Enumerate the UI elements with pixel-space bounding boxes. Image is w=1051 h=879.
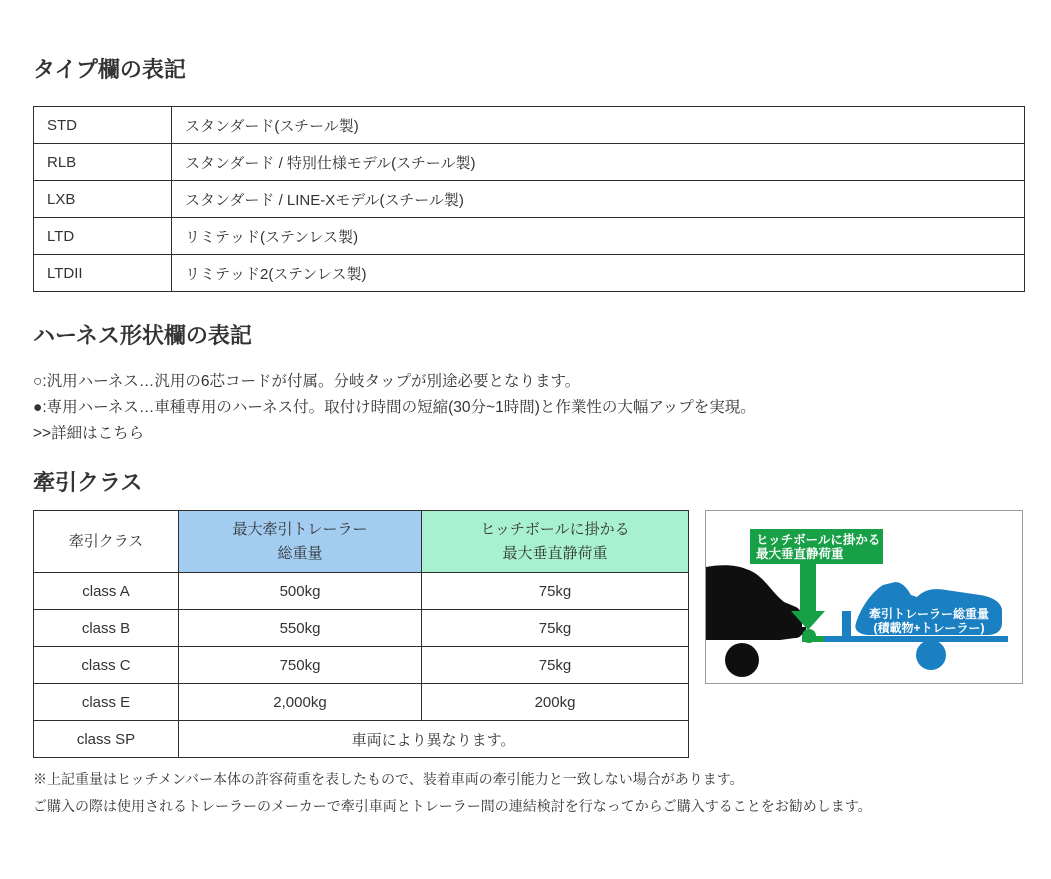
footnote-line: ※上記重量はヒッチメンバー本体の許容荷重を表したもので、装着車両の牽引能力と一致しない場合があります。 (33, 771, 744, 788)
towing-table-row (34, 573, 689, 610)
detail-link[interactable]: >>詳細はこちら (33, 424, 145, 442)
max-load-cell: 75kg (422, 610, 689, 647)
type-table-row (34, 218, 1025, 255)
trailer-mast (842, 611, 851, 638)
type-desc: スタンダード / 特別仕様モデル(スチール製) (172, 144, 1025, 181)
footnotes (33, 766, 1025, 820)
vertical-load-label-line1: ヒッチボールに掛かる (756, 533, 881, 548)
car-wheel (725, 643, 759, 677)
max-weight-cell: 550kg (179, 610, 422, 647)
trailer-frame-bar (824, 636, 1008, 642)
max-load-cell: 75kg (422, 647, 689, 684)
towing-table-header-row (34, 511, 689, 573)
towing-class-cell: class E (34, 684, 179, 721)
type-desc: スタンダード(スチール製) (172, 107, 1025, 144)
type-section-heading: タイプ欄の表記 (33, 57, 186, 82)
header-max-trailer-weight-line1: 最大牽引トレーラー (232, 520, 368, 538)
header-max-vertical-load (422, 511, 689, 573)
down-arrow-shaft (800, 564, 816, 612)
towing-illustration-svg (706, 511, 1022, 683)
hitch-ball-mount (802, 636, 824, 642)
towing-table-row-sp (34, 721, 689, 758)
max-weight-cell: 2,000kg (179, 684, 422, 721)
type-desc: リミテッド(ステンレス製) (172, 218, 1025, 255)
max-weight-cell: 500kg (179, 573, 422, 610)
car-silhouette (706, 565, 802, 640)
harness-section-heading: ハーネス形状欄の表記 (33, 323, 252, 349)
max-load-cell: 200kg (422, 684, 689, 721)
header-towing-class: 牽引クラス (34, 511, 179, 573)
type-code: RLB (34, 144, 172, 181)
header-max-vertical-load-line2: 最大垂直静荷重 (502, 544, 608, 562)
trailer-weight-label-line1: 牽引トレーラー総重量 (868, 607, 990, 622)
towing-table-row (34, 684, 689, 721)
trailer-wheel (916, 640, 946, 670)
harness-dedicated-line: ●:専用ハーネス…車種専用のハーネス付。取付け時間の短縮(30分~1時間)と作業性の大幅アップを実現。 (33, 398, 756, 416)
type-table-row (34, 107, 1025, 144)
max-weight-cell: 750kg (179, 647, 422, 684)
type-table (33, 106, 1025, 292)
towing-section (33, 470, 1025, 820)
towing-class-cell: class C (34, 647, 179, 684)
towing-class-cell: class A (34, 573, 179, 610)
vertical-load-label-line2: 最大垂直静荷重 (756, 547, 844, 562)
harness-section (33, 323, 1025, 446)
towing-class-table (33, 510, 689, 758)
type-table-row (34, 255, 1025, 292)
header-max-trailer-weight-line2: 総重量 (277, 544, 323, 562)
footnote-line: ご購入の際は使用されるトレーラーのメーカーで牽引車両とトレーラー間の連結検討を行なってからご購入することをお勧めします。 (33, 798, 872, 815)
type-table-row (34, 144, 1025, 181)
type-code: LTD (34, 218, 172, 255)
towing-class-cell: class SP (34, 721, 179, 758)
type-code: STD (34, 107, 172, 144)
towing-table-row (34, 647, 689, 684)
towing-class-cell: class B (34, 610, 179, 647)
towing-section-heading: 牽引クラス (33, 469, 143, 495)
towing-illustration (705, 510, 1023, 684)
max-load-cell: 75kg (422, 573, 689, 610)
type-code: LTDII (34, 255, 172, 292)
towing-table-row (34, 610, 689, 647)
trailer-weight-label-line2: (積載物+トレーラー) (873, 621, 985, 636)
header-max-trailer-weight (179, 511, 422, 573)
sp-note-cell: 車両により異なります。 (179, 721, 689, 758)
type-table-row (34, 181, 1025, 218)
type-desc: リミテッド2(ステンレス製) (172, 255, 1025, 292)
header-max-vertical-load-line1: ヒッチボールに掛かる (480, 520, 630, 538)
harness-generic-line: ○:汎用ハーネス…汎用の6芯コードが付属。分岐タップが別途必要となります。 (33, 372, 581, 390)
type-desc: スタンダード / LINE-Xモデル(スチール製) (172, 181, 1025, 218)
type-code: LXB (34, 181, 172, 218)
